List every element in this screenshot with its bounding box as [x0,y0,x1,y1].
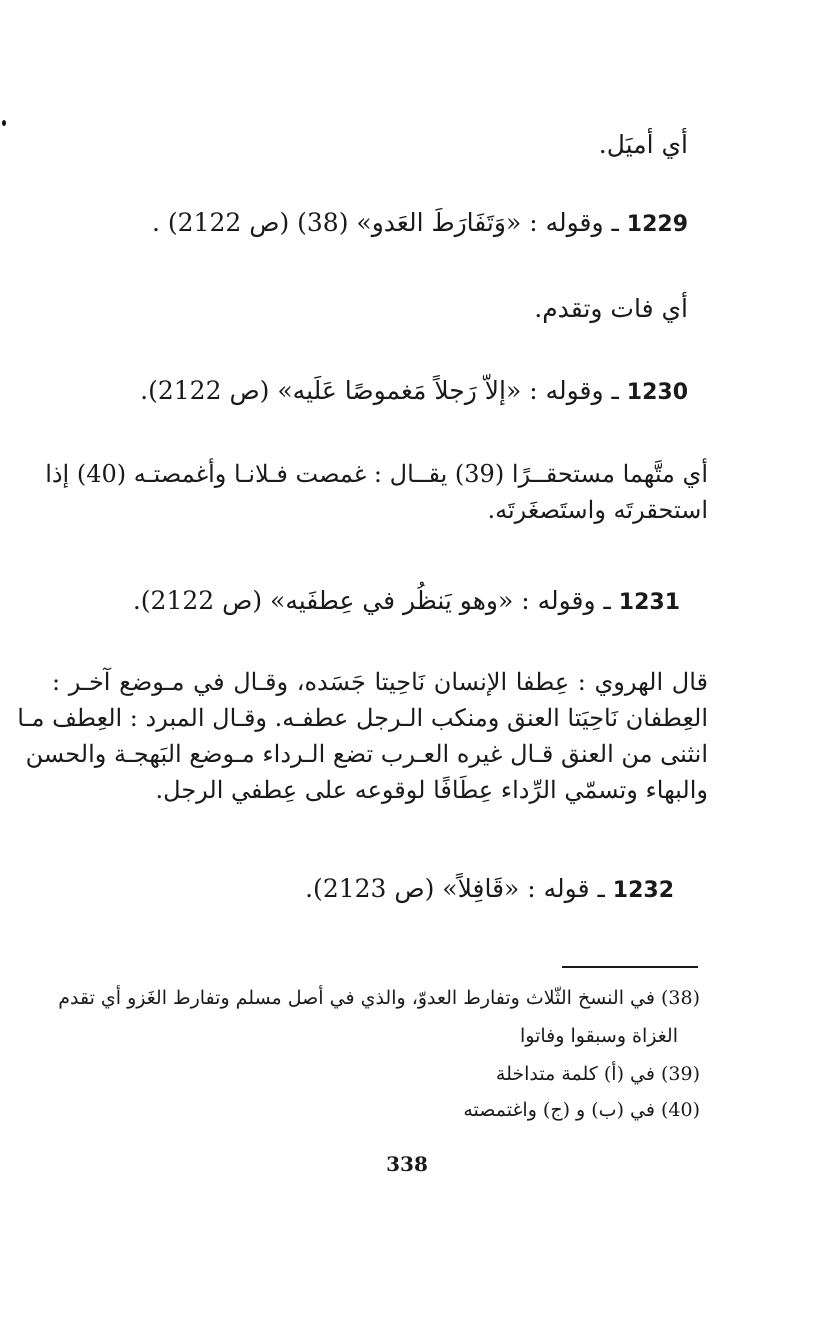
entry-1232 [305,872,674,908]
paragraph-line: قال الهروي : عِطفا الإنسان نَاحِيتا جَسَده، وقـال في مـوضع آخـر : [52,668,708,696]
paragraph-line: والبهاء وتسمّي الرِّداء عِطَافًا لوقوعه على عِطفي الرجل. [155,776,708,804]
gloss-line: أي فات وتقدم. [534,294,688,323]
entry-number: 1230 [626,380,688,405]
paragraph-line: استحقرتَه واستَصغَرتَه. [487,496,708,524]
footnote-40: (40) في (ب) و (ج) واغتمصته [463,1099,700,1121]
entry-1231 [133,584,680,620]
entry-number: 1231 [618,590,680,615]
footnote-38: (38) في النسخ الثّلاث وتفارط العدوّ، والذي في أصل مسلم وتفارط الغَزو أي تقدم [58,987,700,1009]
page-number: 338 [386,1152,428,1176]
commentary-paragraph [45,456,708,528]
entry-number: 1229 [626,212,688,237]
entry-number: 1232 [612,878,674,903]
entry-text: ـ قوله : «قَافِلاً» (ص 2123). [305,874,605,903]
paragraph-line: العِطفان نَاحِيَتا العنق ومنكب الـرجل عطفـه. وقـال المبرد : العِطف مـا [17,704,708,732]
footnote-38-continued: الغزاة وسبقوا وفاتوا [520,1025,678,1047]
footnote-separator [562,966,698,968]
scan-speck [2,120,6,126]
entry-1230 [140,374,688,410]
gloss-line: أي أميَل. [598,130,688,159]
footnote-39: (39) في (أ) كلمة متداخلة [495,1063,700,1085]
commentary-paragraph [17,664,708,808]
entry-1229 [152,206,688,242]
paragraph-line: انثنى من العنق قـال غيره العـرب تضع الـرداء مـوضع البَهجـة والحسن [25,740,708,768]
entry-text: ـ وقوله : «إلاّ رَجلاً مَغموصًا عَلَيه» (ص 2122). [140,376,619,405]
paragraph-line: أي متَّهما مستحقــرًا (39) يقــال : غمصت فـلانـا وأغمصتـه (40) إذا [45,460,708,488]
entry-text: ـ وقوله : «وَتَفَارَطَ العَدو» (38) (ص 2122) . [152,208,619,237]
entry-text: ـ وقوله : «وهو يَنظُر في عِطفَيه» (ص 2122). [132,586,611,615]
